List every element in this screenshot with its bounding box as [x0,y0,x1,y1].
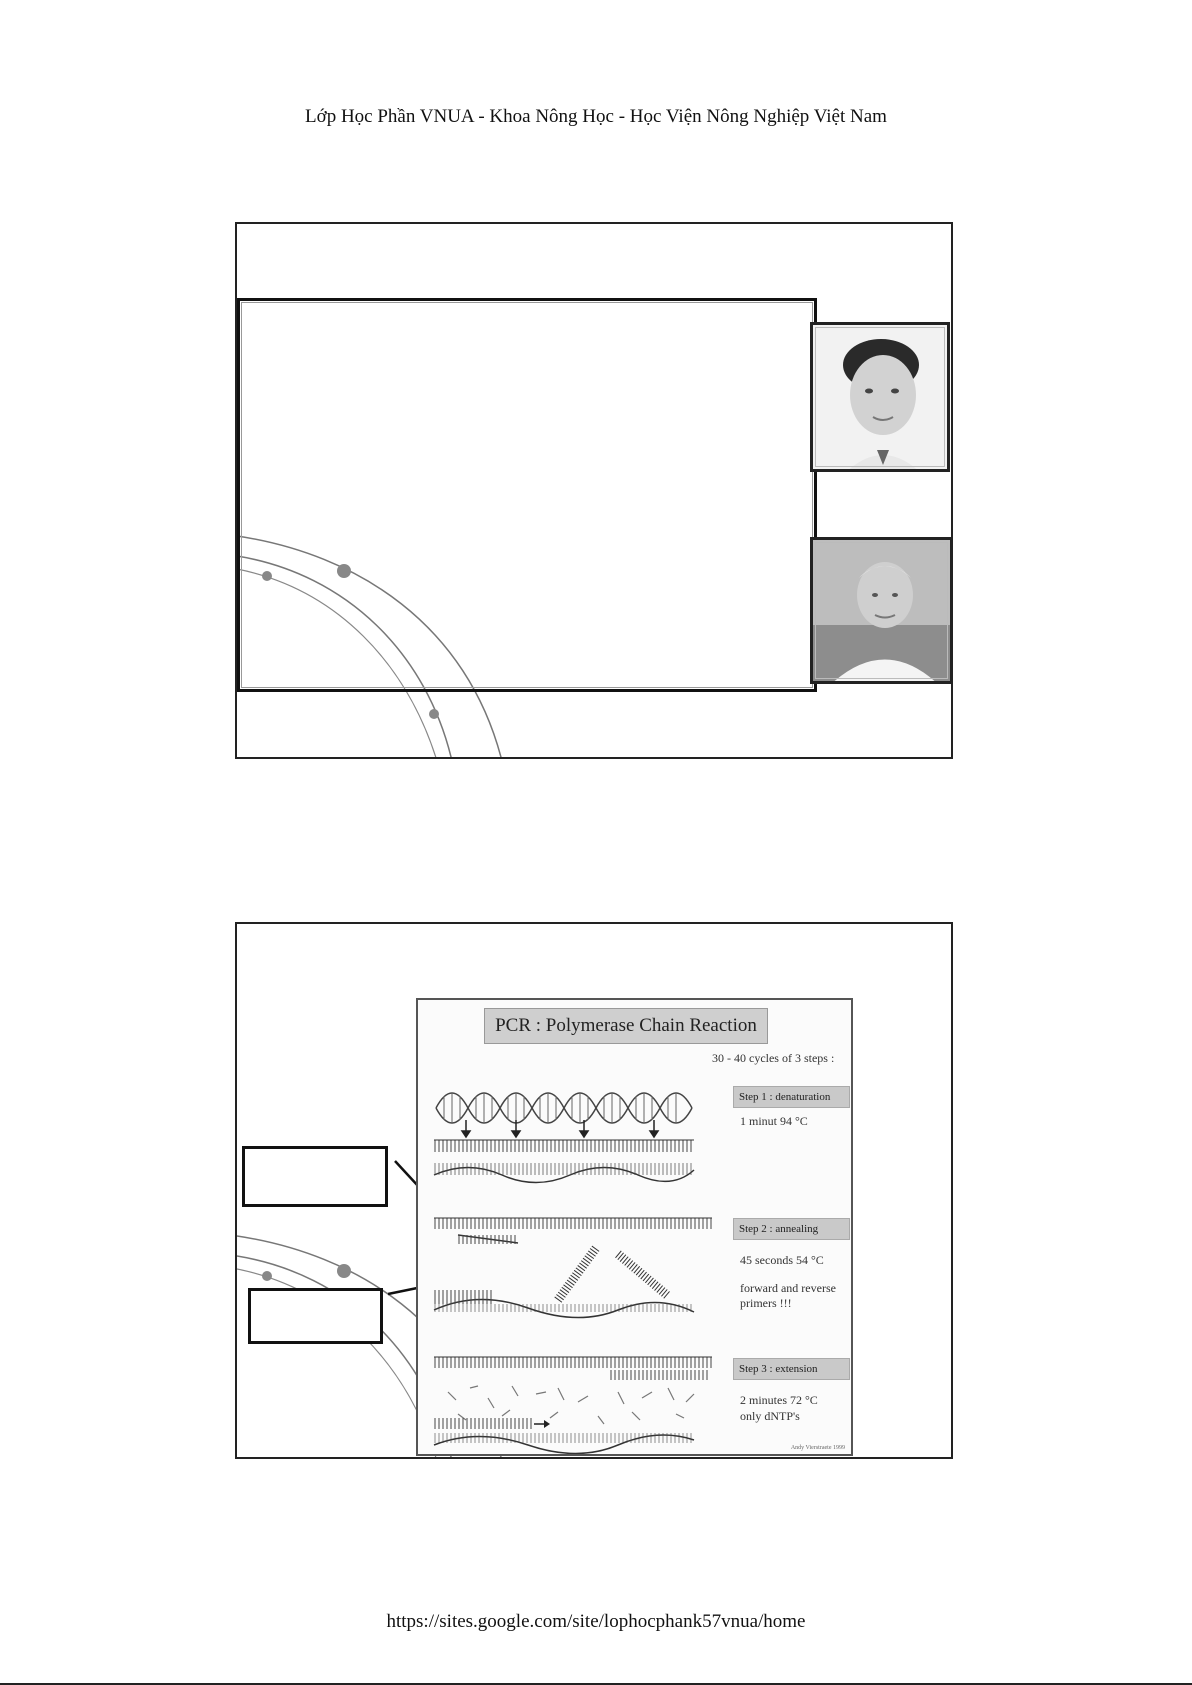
pcr-step-3-label: Step 3 : extension [733,1358,850,1380]
pcr-step-2-label: Step 2 : annealing [733,1218,850,1240]
pcr-title: PCR : Polymerase Chain Reaction [484,1008,768,1044]
pcr-step-1-detail: 1 minut 94 °C [740,1114,808,1128]
callout-box-template [248,1288,383,1344]
portrait-photo-older [810,537,953,684]
content-frame [237,298,817,692]
page-header: Lớp Học Phần VNUA - Khoa Nông Học - Học Viện Nông Nghiệp Việt Nam [305,106,887,127]
pcr-credit: Andy Vierstraete 1999 [790,1445,845,1451]
page-footer-url: https://sites.google.com/site/lophocphank57vnua/home [386,1611,806,1632]
pcr-step-2-detail: primers !!! [740,1296,792,1310]
pcr-step-2-detail: 45 seconds 54 °C [740,1253,824,1267]
pcr-diagram [416,998,853,1456]
pcr-step-1-label: Step 1 : denaturation [733,1086,850,1108]
callout-box-primer [242,1146,388,1207]
slide-2 [235,922,953,1459]
slide-1 [235,222,953,759]
pcr-step-2-detail: forward and reverse [740,1281,836,1295]
pcr-step-3-detail: only dNTP's [740,1409,800,1423]
portrait-photo-young [810,322,950,472]
pcr-step-3-detail: 2 minutes 72 °C [740,1393,818,1407]
pcr-cycles-text: 30 - 40 cycles of 3 steps : [712,1051,835,1065]
